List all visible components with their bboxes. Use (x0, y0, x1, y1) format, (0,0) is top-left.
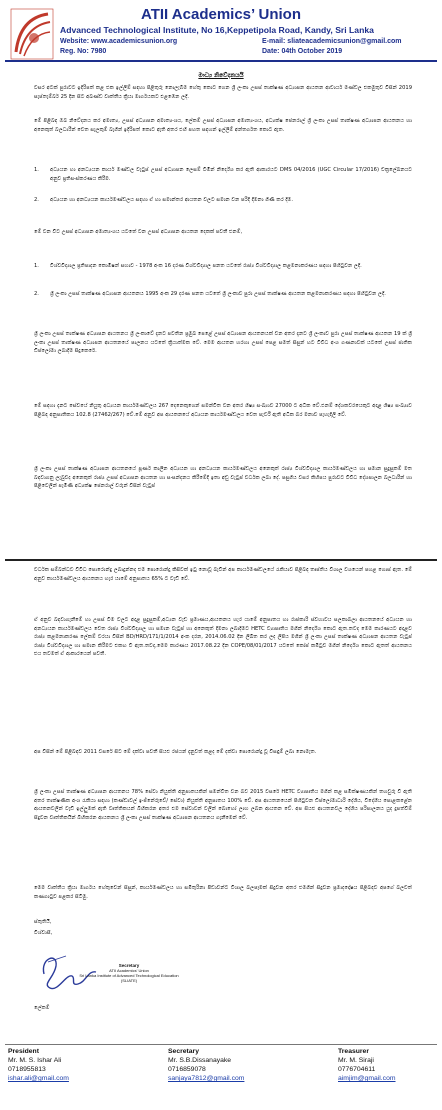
list-b-item-2: ශ්‍රී ලංකා උසස් තාක්ෂණ අධ්‍යාපන ආයතනය 1995 අංක 29 දරණ පනත යටතේ ශ්‍රී ලංකාව පුරා උසස් තාක්ෂණ ආයතන කළමනාකරණය සඳහා පිහිටුවන ලදී. (50, 291, 386, 297)
treasurer-name: Mr. M. Siraji (338, 1057, 374, 1064)
reg-number: 7980 (90, 48, 107, 55)
treasurer-phone: 0776704611 (338, 1066, 376, 1073)
president-name: Mr. M. S. Ishar Ali (8, 1057, 62, 1064)
paragraph-3: මේ වන විට උසස් අධ්‍යාපන අමාත්‍යංශය යටතේ වන උසස් අධ්‍යාපන ආයතන දෙකක් පවතී එනම්, (34, 229, 243, 235)
treasurer-role: Treasurer (338, 1048, 369, 1055)
paragraph-10: ශ්‍රී ලංකා උසස් තාක්ෂණ අධ්‍යාපන ආයතනය 78% සේවා නියුක්ති අනුපාතයකින් සමන්විත වන බව 2015 වසරේ HETC ව්‍යාපෘතිය මගින් කළ සමීක්ෂණයකින් තහවුරු වී ඇති අතර තාක්ෂණික අංශ රැකියා සඳහා (කණ්ඩාවල් ඉංජිනේරුවේ/ සේවා) නියුක්ති අනුපාතය 100% වේ. අප ආයතනයෙන් පිහිටුවන ඩිප්ලෝමාධාරි දේශීය, විදේශීය පොළකළේන ආයතනවලින් වැඩි ඉල්ලුමක් ඇති වෘත්තිකයන් බිහිකරන අතර එම සේවාවන් වලින් බොහෝ ලාභ ලබන ආයතන වේ. අප සියළු ආයතනවල දේශීය පරිපාලනය යුද දුපත්වීම් සිදුවන වෘත්තිකයින් බිහිකරන ආයතනය ශ්‍රී ලංකා උසස් තාක්ෂණ අධ්‍යාපන ආයතනය ගැනීමෙන් වේ. (34, 789, 412, 821)
letter-date: 04th October 2019 (281, 48, 343, 55)
org-title: ATII Academics’ Union (140, 6, 302, 23)
footer-secretary (168, 1047, 244, 1083)
list-a-number-1: 1. (34, 167, 39, 173)
paragraph-9: අප විසින් මේ පිළිබඳව 2011 වසරේ සිට මේ දක්වා පවතී සියළු රජයන් දැනුවත් කළද මේ දක්වා පොරොන්දු වූ විසඳුම් ලබා නොමැත. (34, 749, 317, 755)
website-label: Website: (60, 38, 90, 45)
list-a-number-2: 2. (34, 197, 39, 203)
secretary-role: Secretary (168, 1048, 199, 1055)
reg-label: Reg. No: (60, 48, 89, 55)
header-divider (5, 60, 437, 62)
footer-divider (5, 1044, 437, 1045)
secretary-name: Mr. S.B.Dissanayake (168, 1057, 232, 1064)
paragraph-4: ශ්‍රී ලංකා උසස් තාක්ෂණ අධ්‍යාපන ආයතනය ශ්‍රී ලංකාවේ දැනට පවතින ප්‍රමුඛ පෙළේ උසස් අධ්‍යාපන ආයතනයක් වන අතර දැනට ශ්‍රී ලංකාව පුරා උසස් තාක්ෂණ ආයතන 19 ක් ශ්‍රී ලංකා උසස් තාක්ෂණ අධ්‍යාපන ආයතනයේ පාලනය යටතේ ක්‍රියාත්මක වේ. මෙම ආයතන හරහා උසස් පෙළ සමත් සිසුන් හට විවිධ අංශ ගණනාවක් යටතේ උසස් ජාතික ඩිප්ලෝමා ලබාදීම සිදුකෙරේ. (34, 331, 412, 354)
list-b-number-1: 1. (34, 263, 39, 269)
paragraph-6: ශ්‍රී ලංකා උසස් තාක්ෂණ අධ්‍යාපන ආයතනයේ පූර්ණ කාලීන අධ්‍යයන හා අනධ්‍යයන කාර්යමණ්ඩලය අනෙකුත් රාජ්‍ය විශ්වවිද්‍යාල කාර්යමණ්ඩලය හා සමාන සුදුසුකම් මත බඳවාගනු ලැබුවද අනෙකුත් රාජ්‍ය උසස් අධ්‍යාපන ආයතන හා සංසන්දනය කිරීමේදී ඉතා අඩු වැටුප් වර්ධක ලබා දේ. පසුගිය වසර කිහිපය පුරාවට විවිධ දේශපාලන බලධාරීන් හා පිළිවෙලින් පැමිණි අධ්‍යක්ෂ ජෙනරාල් වරුන් විසින් වැටුප් (34, 466, 412, 489)
secretary-stamp (78, 963, 180, 985)
paragraph-1: වසර අටක් පුරාවට ඉදිරිපත් කළ එක ඉල්ලීම් සඳහා පිළිතුරු නොලැබීම හේතු කොට ගෙන ශ්‍රී ලංකා උසස් තාක්ෂණ අධ්‍යාපන ආයතන ආචාර්ය මණ්ඩල එකමුතුව විසින් 2019 සැප්තැම්බර් 25 දින සිට අඛණ්ඩ වෘත්තීය ක්‍රියා මාර්ගයකට එළඹෙන ලදී. (34, 85, 412, 100)
paragraph-7: වර්ධක සම්බන්ධව විවිධ පොරොන්දු ලබාදුන්නද එම පොරොන්දු කිසිවක් ඉටු නොවූ බැවින් අප කාර්යමණ්ඩලයේ රැකියාව පිළිබඳ තෘප්තිය විශාල වශයෙන් පහළ ගොස් ඇත. මේ අනුව කාර්යමණ්ඩලය ආයතනය හැර යාමේ අනුපාතය 65% ට වැඩි වේ. (34, 567, 412, 582)
list-b-item-1: විශ්වවිද්‍යාල ප්‍රතිපාදන කොමිෂන් සභාව - 1978 අංක 16 දරණ විශ්වවිද්‍යාල පනත යටතේ රාජ්‍ය විශ්වවිද්‍යාල කළමනාකරණය සඳහා පිහිටුවන ලදී. (50, 263, 362, 269)
stamp-line-1: ATII Academics' Union (109, 968, 149, 973)
footer-president (8, 1047, 69, 1083)
secretary-phone: 0716859078 (168, 1066, 206, 1073)
footer-treasurer (338, 1047, 396, 1083)
letterhead (0, 0, 442, 80)
list-b-number-2: 2. (34, 291, 39, 297)
paragraph-5: මේ සඳහා දැනට සේවයේ නියුතු අධ්‍යයන කාර්යමණ්ඩලය 267 දෙනෙකුගෙන් සමන්විත වන අතර ශිෂ්‍ය සංඛ්‍යාව 27000 ට අධික වේ.එනම් දේශකවරයෙකුට අදාළ ශිෂ්‍ය සංඛ්‍යාව පිළිබඳ අනුපාතිකය 102.8 (27462/267) වේ.මේ අනුව අප ආයතනයේ අධ්‍යයන කාර්යමණ්ඩලය වෙත පැවරී ඇති අධික බර මනාව පැහැදිලි වේ. (34, 403, 412, 418)
president-role: President (8, 1048, 39, 1055)
org-address: Advanced Technological Institute, No 16,Keppetipola Road, Kandy, Sri Lanka (60, 25, 374, 35)
date-label: Date: (262, 48, 280, 55)
paragraph-2: මේ පිළිබඳ ඔබ නිවේදනය කර අමාත්‍ය, උසස් අධ්‍යාපන අමාත්‍යංශය, ලේකම් උසස් අධ්‍යාපන අමාත්‍යංශය, අධ්‍යක්ෂ ජෙනරාල් ශ්‍රී ලංකා උසස් තාක්ෂණ අධ්‍යාපන ආයතනය හා අනෙකුත් බලධාරීන් වෙත සැලකුම් බැගින් ඉදිරිපත් කොට ඇති අතර එහි පහත සඳහන් ඉල්ලීම් අන්තර්ගත කොට ඇත. (34, 118, 412, 133)
website-line (60, 38, 177, 45)
email-line (262, 38, 402, 45)
signer-role: ලේකම් (34, 1005, 50, 1011)
list-a-item-1: අධ්‍යයන හා අනධ්‍යයන කාර්ය මණ්ඩල වැටුප් උසස් අධ්‍යාපන ලෙසම් වීමින් නිර්දේශ කර ඇති ආකාරයට DMS 04/2016 (UGC Circular 17/2016) චක්‍රලේඛනයට අනුව ප්‍රතිසංස්කරණය කිරීම. (50, 167, 412, 182)
letter-heading: මාධ්‍ය නිවේදනයයි (198, 72, 244, 79)
email-link[interactable]: sliateacademicsunion@gmail.com (287, 38, 402, 45)
secretary-email[interactable]: sanjaya7812@gmail.com (168, 1075, 245, 1082)
stamp-line-2: Sri Lanka Institute of Advanced Technological Education (SLIATE) (79, 973, 179, 983)
closing-faithfully: විශ්වාසී, (34, 930, 53, 936)
paragraph-11: මෙම වෘත්තීය ක්‍රියා මාර්ගය හේතුවෙන් සිසුන්, කාර්යමණ්ඩලය හා සමිතුරිනා පීඩාවන්ට විශාල බලපෑමක් සිදුවන අතර එමගින් සිදුවන ප්‍රමාදදෝෂය පිළිබඳව අපගේ බලවත් කණගාටුව පළකර සිටිමු. (34, 885, 412, 900)
list-a-item-2: අධ්‍යයන හා අනධ්‍යයන කාර්යමණ්ඩලය සඳහා ඒ හා සමාන්තර ආයතන වලට සමාන වන පරිදි දීමනා ගිණී කර දීම. (50, 197, 294, 203)
date-line (262, 48, 342, 55)
president-email[interactable]: ishar.ali@gmail.com (8, 1075, 69, 1082)
email-label: E-mail: (262, 38, 286, 45)
stamp-title: Secretary (118, 963, 140, 968)
page-break-divider (5, 559, 437, 561)
paragraph-8: ඒ අනුව බඳවාගැනීමේ හා උසස් වීම වලට අදාළ සුදුසුකම්,අධ්‍යන වැඩ ප්‍රමාණය,ආයතනය හැර යාමේ අනුපාතය හා රාජකාරි ස්වභාවය සලකාබලා ආයතනයේ අධ්‍යයන හා අනධ්‍යයන කාර්යමණ්ඩලය වෙත රාජ්‍ය විශ්වවිද්‍යාල හා සමාන වැටුප් හා අනෙකුත් දීමනා ලබාදීමට HETC ව්‍යාපෘතිය මගින් නිර්දේශ කොට ඇත.තවද මෙම කාරණයට අදාළව රාජ්‍ය කළමනාකරණ ලේකම් වරයා විසින් BD/HRD/171/1/2014 අංක දරන, 2014.06.02 දින ලිඛිත කර ලද ලිපිය මගින් ශ්‍රී ලංකා උසස් තාක්ෂණ අධ්‍යාපන ආයතන වැටුප් රාජ්‍ය විශ්වවිද්‍යාල හා සමාන කිරීමට එකඟ වී ඇත.තවද,මෙම කාරණය 2017.08.22 දින COPE/08/01/2017 යටතේ කෝප් කමිටුව මගින් නිර්දේශ කොට ඇතත් ආයතනය එය තවමත් ඒ ආකාරයෙන් පවතී. (34, 617, 412, 657)
website-link[interactable]: www.academicsunion.org (91, 38, 178, 45)
president-phone: 0718955813 (8, 1066, 46, 1073)
reg-line (60, 48, 106, 55)
treasurer-email[interactable]: aimjim@gmail.com (338, 1075, 396, 1082)
closing-thanks: ස්තුතියි, (34, 919, 52, 925)
